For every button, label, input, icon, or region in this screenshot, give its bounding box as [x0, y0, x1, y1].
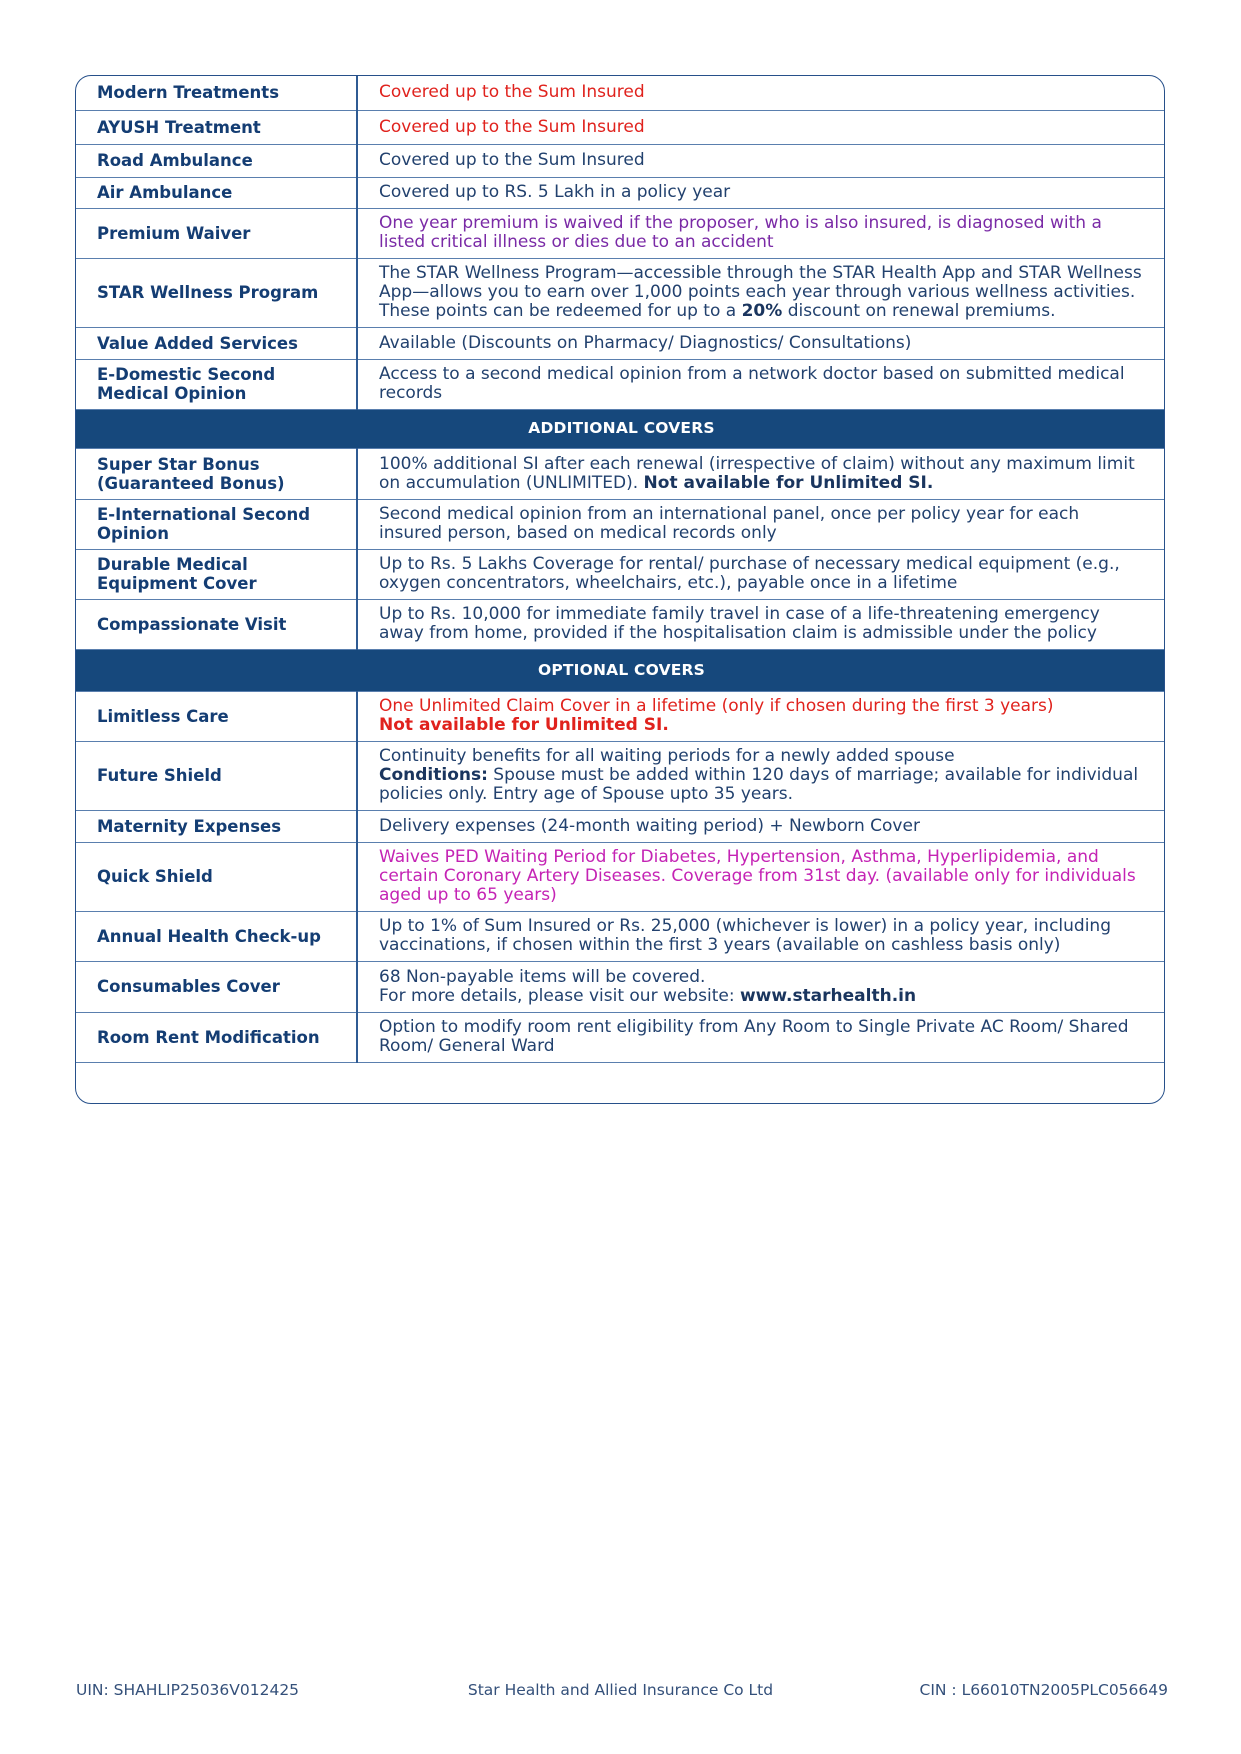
row-value: Access to a second medical opinion from a network doctor based on submitted medical records	[357, 359, 1164, 409]
table-row	[76, 258, 1164, 327]
table-row	[76, 327, 1164, 359]
row-value: Up to Rs. 10,000 for immediate family travel in case of a life-threatening emergency away from home, provided if the hospitalisation claim is admissible under the policy	[357, 599, 1164, 649]
table-bottom-spacer	[76, 1062, 1164, 1103]
value-text: Spouse must be added within 120 days of marriage; available for individual policies only. Entry age of Spouse upto 35 years.	[379, 765, 1139, 804]
table-row	[76, 110, 1164, 144]
row-label: Room Rent Modification	[76, 1012, 357, 1062]
row-value: Covered up to the Sum Insured	[357, 76, 1164, 110]
table-row	[76, 144, 1164, 177]
table-row	[76, 599, 1164, 649]
row-value: Covered up to the Sum Insured	[357, 144, 1164, 177]
row-label: Compassionate Visit	[76, 599, 357, 649]
value-text: discount on renewal premiums.	[782, 301, 1056, 321]
row-value: Available (Discounts on Pharmacy/ Diagnostics/ Consultations)	[357, 327, 1164, 359]
table-row	[76, 961, 1164, 1012]
row-value: Up to 1% of Sum Insured or Rs. 25,000 (whichever is lower) in a policy year, including vaccinations, if chosen within the first 3 years (available on cashless basis only)	[357, 911, 1164, 961]
row-label: Super Star Bonus (Guaranteed Bonus)	[76, 448, 357, 499]
row-label: Value Added Services	[76, 327, 357, 359]
table-row	[76, 499, 1164, 549]
row-label: Annual Health Check-up	[76, 911, 357, 961]
row-label: Quick Shield	[76, 842, 357, 911]
row-label: AYUSH Treatment	[76, 110, 357, 144]
row-value: Second medical opinion from an international panel, once per policy year for each insured person, based on medical records only	[357, 499, 1164, 549]
row-label: Air Ambulance	[76, 177, 357, 208]
row-value	[357, 448, 1164, 499]
row-value	[357, 258, 1164, 327]
row-label: E-International Second Opinion	[76, 499, 357, 549]
row-label: Limitless Care	[76, 691, 357, 741]
row-value: Up to Rs. 5 Lakhs Coverage for rental/ purchase of necessary medical equipment (e.g., oxygen concentrators, wheelchairs, etc.), payable once in a lifetime	[357, 549, 1164, 599]
row-value: Option to modify room rent eligibility from Any Room to Single Private AC Room/ Shared Room/ General Ward	[357, 1012, 1164, 1062]
row-value: Covered up to RS. 5 Lakh in a policy year	[357, 177, 1164, 208]
row-value	[357, 961, 1164, 1012]
value-text: For more details, please visit our website:	[379, 985, 740, 1006]
row-value: Delivery expenses (24-month waiting period) + Newborn Cover	[357, 810, 1164, 842]
table-row	[76, 208, 1164, 258]
footer-uin: UIN: SHAHLIP25036V012425	[76, 1681, 300, 1699]
row-label: Future Shield	[76, 741, 357, 810]
row-value	[357, 741, 1164, 810]
value-text: Continuity benefits for all waiting periods for a newly added spouse	[379, 746, 955, 766]
table-row	[76, 549, 1164, 599]
value-text: 100% additional SI after each renewal (irrespective of claim) without any maximum limit on accumulation (UNLIMITED).	[379, 453, 1135, 493]
value-text: One Unlimited Claim Cover in a lifetime (only if chosen during the first 3 years)	[379, 696, 1054, 716]
row-label: Durable Medical Equipment Cover	[76, 549, 357, 599]
row-label: Modern Treatments	[76, 76, 357, 110]
table-row	[76, 691, 1164, 741]
table-row	[76, 810, 1164, 842]
row-label: E-Domestic Second Medical Opinion	[76, 359, 357, 409]
table-row	[76, 177, 1164, 208]
row-value: One year premium is waived if the proposer, who is also insured, is diagnosed with a listed critical illness or dies due to an accident	[357, 208, 1164, 258]
row-label: STAR Wellness Program	[76, 258, 357, 327]
table-row	[76, 1012, 1164, 1062]
section-title: ADDITIONAL COVERS	[76, 409, 1164, 448]
row-label: Consumables Cover	[76, 961, 357, 1012]
row-value: Covered up to the Sum Insured	[357, 110, 1164, 144]
website-link[interactable]: www.starhealth.in	[739, 985, 917, 1006]
table-row	[76, 448, 1164, 499]
table-row	[76, 842, 1164, 911]
row-label: Premium Waiver	[76, 208, 357, 258]
row-label: Road Ambulance	[76, 144, 357, 177]
spacer-cell	[76, 1062, 1164, 1103]
value-bold: Not available for Unlimited SI.	[379, 715, 669, 735]
table-row	[76, 76, 1164, 110]
value-bold: Conditions:	[379, 765, 488, 785]
table-row	[76, 741, 1164, 810]
row-label: Maternity Expenses	[76, 810, 357, 842]
section-title: OPTIONAL COVERS	[76, 649, 1164, 691]
row-value	[357, 691, 1164, 741]
section-header-optional	[76, 649, 1164, 691]
section-header-additional	[76, 409, 1164, 448]
value-bold: Not available for Unlimited SI.	[643, 472, 934, 493]
footer-company: Star Health and Allied Insurance Co Ltd	[467, 1681, 774, 1699]
benefits-table	[76, 76, 1164, 1103]
value-text: 68 Non-payable items will be covered.	[379, 966, 706, 987]
benefits-table-container	[75, 75, 1165, 1104]
row-value: Waives PED Waiting Period for Diabetes, Hypertension, Asthma, Hyperlipidemia, and certain Coronary Artery Diseases. Coverage from 31st day. (available only for individuals aged up to 65 years)	[357, 842, 1164, 911]
table-row	[76, 911, 1164, 961]
value-text: The STAR Wellness Program—accessible through the STAR Health App and STAR Wellness App—allows you to earn over 1,000 points each year through various wellness activities. These points can be redeemed for up to a	[379, 263, 1142, 321]
table-row	[76, 359, 1164, 409]
footer-cin: CIN : L66010TN2005PLC056649	[919, 1681, 1168, 1699]
value-bold: 20%	[741, 301, 783, 321]
